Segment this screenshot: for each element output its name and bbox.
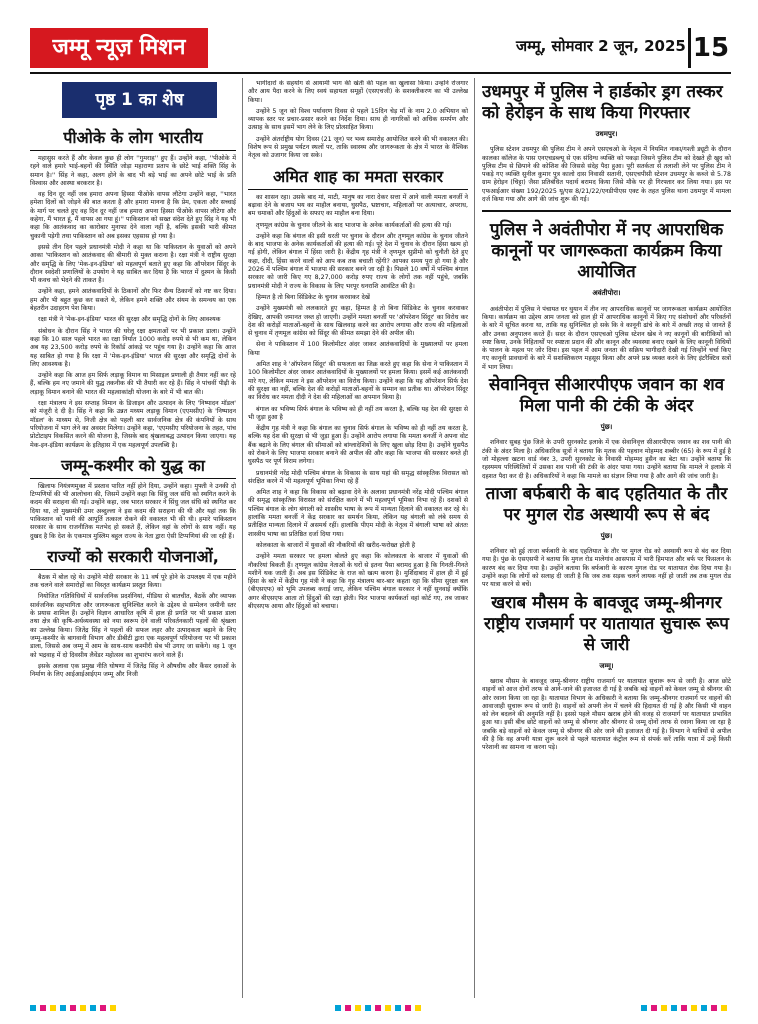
paragraph: भागीदारों के सहयोग से आयामी भाग की खेती की पहल का खुलासा किया। उन्होंने रोजगार और आय पैदा करने के लिए स्वयं सहायता समूहों (एसएचजी) के सशक्तीकरण का भी उल्लेख किया। <box>248 80 468 104</box>
paragraph: खिलाफ नियंत्रणमुक्त में प्रस्ताव पारित नहीं होने दिया, उन्होंने कहा। मुफ्ती ने उनकी दो टिप्पणियों की भी आलोचना की, जिसमें उन्होंने कहा कि सिंधु जल संधि को स्थगित करने के कदम की सराहना की गई। उन्होंने कहा, जब भारत सरकार ने सिंधु जल संधि को स्थगित कर दिया था, तो मुख्यमंत्री उमर अब्दुल्ला ने इस कदम की सराहना की थी और यहां तक कि पाकिस्तान को पानी की आपूर्ति तत्काल रोकने की वकालत भी की थी। हमारे पाकिस्तान सरकार के साथ राजनीतिक मतभेद हो सकते हैं, लेकिन वहां के लोगों के साथ नहीं। यह दुखद है कि देश के एकमात्र मुस्लिम बहुल राज्य के नेता द्वारा ऐसी टिप्पणियां की जा रही हैं। <box>30 482 236 540</box>
column-1 <box>30 122 236 1002</box>
paragraph: उन्होंने अंतर्राष्ट्रीय योग दिवस (21 जून) पर भव्य समारोह आयोजित करने की भी वकालत की। विशेष रूप से प्रमुख पर्यटन स्थलों पर, ताकि स्वास्थ्य और जागरूकता के क्षेत्र में भारत के वैश्विक नेतृत्व को उजागर किया जा सके। <box>248 135 468 160</box>
paragraph: शनिवार सुबह पुंछ जिले के उपरी सुरनकोट इलाके में एक सेवानिवृत्त सीआरपीएफ जवान का शव पानी की टंकी के अंदर मिला है। अधिकारिक सूत्रों ने बताया कि मृतक की पहचान मोहम्मद शब्बीर (65) के रूप में हुई है जो मोहल्ला खटना वार्ड नंबर 3, उपरी सुरनकोट के निवासी मोहम्मद हुसैन का बेटा था। उन्होंने बताया कि रहस्यमय परिस्थितियों में उसका शव पानी की टंकी के अंदर पाया गया। उन्होंने बताया कि मामले ने इलाके में दहशत पैदा कर दी है। अधिकारियों ने कहा कि मामले का संज्ञान लिया गया है और आगे की जांच जारी है। <box>482 439 731 480</box>
paragraph: महासुस करते हैं और केवल कुछ ही लोग ''गुमराह'' हुए हैं। उन्होंने कहा, ''पीओके में रहने वाले हमारे भाई-बहनों की स्थिति जोड़ा महाराणा प्रताप के छोटे भाई शक्ति सिंह के समान है।'' सिंह ने कहा, अलग होने के बाद भी बड़े भाई का अपने छोटे भाई के प्रति विश्वास और आस्था बरकरार है। <box>30 155 236 187</box>
paragraph: उन्होंने ममता सरकार पर हमला बोलते हुए कहा कि कोलकाता के बाजार में युवाओं की नौकरियां बिकती हैं। तृणमूल कांग्रेस नेताओं के घरों से इतना पैसा बरामद हुआ है कि गिनती-गिनते मशीनें थक जाती हैं। अब इस सिंडिकेट के राज को खत्म करना है। मुर्शिदाबाद में हाल ही में हुई हिंसा के बारे में केंद्रीय गृह मंत्री ने कहा कि गृह मंत्रालय बार-बार कहता रहा कि सीमा सुरक्षा बल (बीएसएफ) को भूमि उपलब्ध कराई जाए, लेकिन पश्चिम बंगाल सरकार ने नहीं सुनवाई क्योंकि अगर बीएसएफ आता तो हिंदुओं की रक्षा होती। फिर भाजपा कार्यकर्ता वहां कोर्ट गए, तब जाकर बीएसएफ आया और हिंदुओं को बचाया। <box>248 553 468 611</box>
paragraph: कोलकाता के बाजारों में युवाओं की नौकरियों की खरीद-फरोख्त होती है <box>256 541 416 549</box>
paragraph: अमित शाह ने 'ऑपरेशन सिंदूर' की सफलता का जिक्र करते हुए कहा कि सेना ने पाकिस्तान में 100 किलोमीटर अंदर जाकर आतंकवादियों के मुख्यालयों पर हमला किया। इसमें कई आतंकवादी मारे गए, लेकिन ममता ने इस ऑपरेशन का विरोध किया। उन्होंने कहा कि यह ऑपरेशन सिर्फ देश की सुरक्षा का नहीं, बल्कि देश की करोड़ों माताओं-बहनों के सम्मान का प्रतीक था। ऑपरेशन सिंदूर का विरोध कर ममता दीदी ने देश की महिलाओं का अपमान किया है। <box>248 361 468 402</box>
article-headline: खराब मौसम के बावजूद जम्मू-श्रीनगर राष्ट्रीय राजमार्ग पर यातायात सुचारू रूप से जारी <box>484 592 729 655</box>
headline: पीओके के लोग भारतीय <box>30 128 236 151</box>
article-separator <box>482 210 731 212</box>
header-rule <box>30 72 731 74</box>
footer-strip <box>30 1005 731 1011</box>
paragraph: उन्होंने कहा कि आज हम सिर्फ लड़ाकू विमान या मिसाइल प्रणाली ही तैयार नहीं कर रहे हैं, बल्कि हम नए जमाने की युद्ध तकनीक की भी तैयारी कर रहे हैं। सिंह ने पांचवीं पीढ़ी के लड़ाकू विमान बनाने की भारत की महत्वाकांक्षी योजना के बारे में भी बात की। <box>30 372 236 396</box>
paragraph: उन्होंने 5 जून को विश्व पर्यावरण दिवस से पहले 15दिन चेड़ माँ के नाम 2.0 अभियान को व्यापक स्तर पर प्रचार-प्रसार करने का निर्देश दिया। साथ ही नागरिकों को अधिक समर्पण और उत्साह के साथ इसमें भाग लेने के लिए प्रोत्साहित किया। <box>248 107 468 132</box>
paragraph: उन्होंने मुख्यमंत्री को ललकारते हुए कहा, हिम्मत है तो बिना सिंडिकेट के चुनाव करवाकर देखिए, आपकी जमानत जब्त हो जाएगी। उन्होंने ममता बनर्जी पर 'ऑपरेशन सिंदूर' का विरोध कर देश की करोड़ों माताओं-बहनों के साथ खिलवाड़ करने का आरोप लगाया और राज्य की महिलाओं से चुनाव में तृणमूल कांग्रेस को सिंदूर की कीमत समझा देने की अपील की। <box>248 305 468 338</box>
paragraph: अमित शाह ने कहा कि विकास को बढ़ावा देने के अलावा प्रधानमंत्री नरेंद्र मोदी पश्चिम बंगाल की समृद्ध सांस्कृतिक विरासत को संरक्षित करने में भी महत्वपूर्ण भूमिका निभा रहे हैं। दशकों से पश्चिम बंगाल के लोग बंगाली को शास्त्रीय भाषा के रूप में मान्यता दिलाने की वकालत कर रहे थे। हालांकि ममता बनर्जी ने केंद्र सरकार का समर्थन किया, लेकिन यह बंगाली को लंबे समय से प्रतीक्षित मान्यता दिलाने में असमर्थ रहीं। हालांकि पीएम मोदी के नेतृत्व में बंगाली भाषा को अंततः शास्त्रीय भाषा का प्रतिष्ठित दर्जा दिया गया। <box>248 489 468 538</box>
paragraph: इसके अलावा एक प्रमुख नीति घोषणा में जितेंद्र सिंह ने औषधीय और कैंसर दवाओं के निर्माण के लिए आईआईआईएम जम्मू और निजी <box>30 662 236 679</box>
dateline: जम्मू, सोमवार 2 जून, 2025 <box>516 37 686 55</box>
column-3 <box>482 82 731 1002</box>
column-rule <box>474 78 475 998</box>
paragraph: खराब मौसम के बावजूद जम्मू-श्रीनगर राष्ट्रीय राजमार्ग पर यातायात सुचारू रूप से जारी है। आज छोटे वाहनों को आज दोनों तरफ से आने-जाने की इजाजत दी गई है जबकि बड़े वाहनों को केवल जम्मू से श्रीनगर की ओर रवाना किया जा रहा है। यातायात विभाग के अधिकारी ने बताया कि जम्मू-श्रीनगर राजमार्ग पर वाहनों की आवाजाही सुचारू रूप से जारी है। वाहनों को अपनी लेन में चलने की हिदायत दी गई है और किसी भी वाहन को लेन बदलने की अनुमति नहीं है। इससे पहले मौसम खराब होने की वजह से राजमार्ग पर यातायात प्रभावित हुआ था। इसी बीच छोटे वाहनों को जम्मू से श्रीनगर और श्रीनगर से जम्मू दोनों तरफ से रवाना किया जा रहा है जबकि बड़े वाहनों को केवल जम्मू से श्रीनगर की ओर जाने की इजाजत दी गई है। विभाग ने यात्रियों से अपील की है कि वह अपनी यात्रा शुरू करने से पहले यातायात कंट्रोल रूम से संपर्क करें ताकि यात्रा में उन्हें किसी परेशानी का सामना ना करना पड़े। <box>482 677 731 752</box>
article-headline: सेवानिवृत्त सीआरपीएफ जवान का शव मिला पानी की टंकी के अंदर <box>488 375 725 417</box>
paragraph: हिम्मत है तो बिना सिंडिकेट के चुनाव करवाकर देखें <box>256 293 370 301</box>
paragraph: का शासन रहा। उसके बाद मां, माटी, मानुष का नारा देकर सत्ता में आने वाली ममता बनर्जी ने बढ़ावा देने के बजाय भय का माहौल बनाया, घुसपैठ, भ्रष्टाचार, महिलाओं पर अत्याचार, अपराध, बम धमाकों और हिंदुओं के सफाए का माहौल बना दिया। <box>248 193 468 218</box>
masthead <box>30 28 731 68</box>
article-headline: उधमपुर में पुलिस ने हार्डकोर ड्रग तस्कर को हेरोइन के साथ किया गिरफ्तार <box>482 82 723 123</box>
article-dateline: पुंछ। <box>600 531 613 540</box>
article-dateline: जम्मू। <box>599 661 614 670</box>
paragraph: इससे तीन दिन पहले प्रधानमंत्री मोदी ने कहा था कि पाकिस्तान के युवाओं को अपने आका 'पाकिस्तान को आतंकवाद की बीमारी से मुक्त कराना है। रक्षा मंत्री ने राष्ट्रीय सुरक्षा और समृद्धि के लिए 'मेक-इन-इंडिया' को महत्वपूर्ण बताते हुए कहा कि ऑपरेशन सिंदूर के दौरान स्वदेशी प्रणालियों के उपयोग ने यह साबित कर दिया है कि भारत में दुश्मन के किसी भी कवच को भेदने की ताकत है। <box>30 243 236 285</box>
paragraph: केंद्रीय गृह मंत्री ने कहा कि बंगाल का चुनाव सिर्फ बंगाल के भविष्य को ही नहीं तय करता है, बल्कि यह देश की सुरक्षा से भी जुड़ा हुआ है। उन्होंने आरोप लगाया कि ममता बनर्जी ने अपना वोट बैंक बढ़ाने के लिए बंगाल की सीमाओं को बांग्लादेशियों के लिए खुला छोड़ दिया है। उन्होंने घुसपैठ को रोकने के लिए भाजपा सरकार बनाने की अपील की और कहा कि भाजपा की सरकार बनते ही घुसपैठ पर पूर्ण विराम लगेगा। <box>248 425 468 466</box>
paragraph: रक्षा मंत्रालय ने इस सप्ताह विमान के डिजाइन और उत्पादन के लिए 'निष्पादन मॉडल' को मंजूरी दे दी है। सिंह ने कहा कि उन्नत मध्यम लड़ाकू विमान (एएमसीए) के 'निष्पादन मॉडल' के माध्यम से, निजी क्षेत्र को पहली बार सार्वजनिक क्षेत्र की कंपनियों के साथ परियोजना में भाग लेने का अवसर मिलेगा। उन्होंने कहा, 'एएमसीए परियोजना के तहत, पांच प्रोटोटाइप विकसित करने की योजना है, जिसके बाद श्रृंखलाबद्ध उत्पादन किया जाएगा। यह मेक-इन-इंडिया कार्यक्रम के इतिहास में एक महत्वपूर्ण उपलब्धि है। <box>30 400 236 449</box>
paragraph: शनिवार को हुई ताजा बर्फबारी के बाद एहतियात के तौर पर मुगल रोड को अस्थायी रूप से बंद कर दिया गया है। पुंछ के एसएसपी ने बताया कि मुगल रोड मालेगांव आसपास में भारी हिमपात और बर्फ पर फिसलन के कारण बंद कर दिया गया है। उन्होंने बताया कि बर्फबारी के कारण मुगल रोड पर यातायात रोक दिया गया है। उन्होंने कहा कि लोगों को सलाह दी जाती है कि जब तक सड़क चलने लायक नहीं हो जाती तब तक मुगल रोड पर यात्रा करने से बचें। <box>482 548 731 589</box>
headline: जम्मू-कश्मीर को युद्ध का <box>30 456 236 479</box>
column-rule <box>242 78 243 998</box>
color-registration-marks <box>30 1005 120 1011</box>
paragraph: पुलिस स्टेशन उधमपुर की पुलिस टीम ने अपने एसएचओ के नेतृत्व में नियमित नाका/गश्ती ड्यूटी के दौरान कालका कॉलेज के पास एनएचडब्ल्यू से एक संदिग्ध व्यक्ति को पकड़ा जिसने पुलिस टीम को देखते ही खुद को पुलिस टीम से छिपाने की कोशिश की जिससे संदेह पैदा हुआ। पूरी सतर्कता से तलाशी लेने पर पुलिस टीम ने पकड़े गए व्यक्ति सुनील कुमार पुत्र कालो दास निवासी सतानी, एसएचपीसी स्टेशन उधमपुर के कब्जे से 5.78 ग्राम हेरोइन (चिट्टा) जैसा प्रतिबंधित पदार्थ बरामद किया जिसे मौके पर ही गिरफ्तार कर लिया गया। इस पर एफआईआर संख्या 192/2025 यू/एस 8/21/22/एनडीपीएस एक्ट के तहत पुलिस थाना उधमपुर में मामला दर्ज किया गया और आगे की जांच शुरू की गई। <box>482 146 731 204</box>
color-registration-marks <box>641 1005 731 1011</box>
article-headline: ताजा बर्फबारी के बाद एहतियात के तौर पर मुगल रोड अस्थायी रूप से बंद <box>485 483 728 525</box>
article-dateline: अवंतीपोरा। <box>592 289 621 298</box>
paragraph: अवंतीपोरा में पुलिस ने पंचायत घर थुयान में तीन नए आपराधिक कानूनों पर जागरूकता कार्यक्रम आयोजित किया। कार्यक्रम का उद्देश्य आम जनता को हाल ही में आपराधिक कानूनों में किए गए संशोधनों और परिवर्तनों के बारे में सूचित करना था, ताकि यह सुनिश्चित हो सके कि वे कानूनी ढांचे के बारे में अच्छी तरह से जानते हैं और उनका अनुपालन करते हैं। सदर के दौरान एसएचओ पुलिस स्टेशन खेब ने नए कानूनों की बारीकियों को स्पष्ट किया, उनके निहितार्थों पर स्पष्टता प्रदान की और कानून और व्यवस्था बनाए रखने के लिए कानूनी विधियों के पालन के महत्व पर जोर दिया। इस पहल में आम जनता की सक्रिय भागीदारी देखी गई जिन्होंने चर्चा किए गए कानूनी प्रावधानों के बारे में सशक्तिकरण महसूस किया और अपने प्रश्न व्यक्त करने के लिए इंटरैक्टिव सत्रों में भाग लिया। <box>482 305 731 371</box>
newspaper-logo: जम्मू न्यूज़ मिशन <box>30 28 208 68</box>
paragraph: नियोजित गतिविधियों में सार्वजनिक प्रदर्शनियां, मीडिया से बातचीत, बैठकें और व्यापक सार्वजनिक सहभागिता और जागरूकता सुनिश्चित करने के उद्देश्य से सम्मेलन जमीनी स्तर के प्रयास शामिल हैं। उन्होंने विज्ञान आधारित कृषि में हाल ही प्रगति पर भी प्रकाश डाला तथा क्षेत्र की कृषि-अर्थव्यवस्था को नया स्वरूप देने वाली परिवर्तनकारी पहलों की श्रृंखला का उल्लेख किया। जितेंद्र सिंह ने पहलों की सफल लहर और उत्पादकता बढ़ाने के लिए जम्मू-कश्मीर के बागवानी विभाग और डीबीटी द्वारा एक महत्वपूर्ण परियोजना पर भी प्रकाश डाला, जिससे अब जम्मू में आम के साथ-साथ कश्मीरी सेब भी उगाए जा सकेंगे। वह 1 जून को भद्रवाह में दो दिवसीय लैवेंडर महोत्सव का शुभारंभ करने वाले हैं। <box>30 593 236 659</box>
article-dateline: पुंछ। <box>600 423 613 432</box>
page-number: 15 <box>688 28 731 68</box>
paragraph: वह दिन दूर नहीं जब हमारा अपना हिस्सा पीओके वापस लौटेगा उन्होंने कहा, ''भारत हमेशा दिलों को जोड़ने की बात करता है और हमारा मानना है कि प्रेम, एकता और सच्चाई के मार्ग पर चलते हुए वह दिन दूर नहीं जब हमारा अपना हिस्सा पीओके वापस लौटेगा और कहेगा, मैं भारत हूं, मैं वापस आ गया हूं।'' पाकिस्तान को सख्त संदेश देते हुए सिंह ने यह भी कहा कि आतंकवाद का कारोबार मुनाफा देने वाला नहीं है, बल्कि इसकी भारी कीमत चुकानी पड़ेगी तथा पाकिस्तान को अब इसका एहसास हो गया है। <box>30 191 236 240</box>
paragraph: रक्षा मंत्री ने 'मेक-इन-इंडिया' भारत की सुरक्षा और समृद्धि दोनों के लिए आवश्यक <box>38 316 221 324</box>
paragraph: बैठक में बोल रहे थे। उन्होंने मोदी सरकार के 11 वर्ष पूरे होने के उपलक्ष्य में एक महीने तक चलने वाले समारोहों का विस्तृत कार्यक्रम प्रस्तुत किया। <box>30 573 236 590</box>
section-title: पृष्ठ 1 का शेष <box>62 82 217 118</box>
color-registration-marks <box>335 1005 425 1011</box>
paragraph: तृणमूल कांग्रेस के चुनाव जीतने के बाद भाजपा के अनेक कार्यकर्ताओं की हत्या की गई। <box>256 221 452 229</box>
paragraph: बंगाल का भविष्य सिर्फ बंगाल के भविष्य को ही नहीं तय करता है, बल्कि यह देश की सुरक्षा से भी जुड़ा हुआ है <box>248 405 468 421</box>
paragraph: सेना ने पाकिस्तान में 100 किलोमीटर अंदर जाकर आतंकवादियों के मुख्यालयों पर हमला किया <box>248 341 468 357</box>
paragraph: उन्होंने कहा, हमने आतंकवादियों के ठिकानों और फिर सैन्य ठिकानों को नष्ट कर दिया। हम और भी बहुत कुछ कर सकते थे, लेकिन हमने शक्ति और संयम के समन्वय का एक बेहतरीन उदाहरण पेश किया। <box>30 288 236 313</box>
paragraph: प्रधानमंत्री नरेंद्र मोदी पश्चिम बंगाल के विकास के साथ यहां की समृद्ध सांस्कृतिक विरासत को संरक्षित करने में भी महत्वपूर्ण भूमिका निभा रहे हैं <box>248 469 468 485</box>
column-2 <box>248 80 468 1002</box>
paragraph: संबोधन के दौरान सिंह ने भारत की घरेलू रक्षा क्षमताओं पर भी प्रकाश डाला। उन्होंने कहा कि 10 साल पहले भारत का रक्षा निर्यात 1000 करोड़ रुपये से भी कम था, लेकिन अब यह 23,500 करोड़ रुपये के रिकॉर्ड आंकड़े पर पहुंच गया है। उन्होंने कहा कि आज यह साबित हो गया है कि रक्षा में 'मेक-इन-इंडिया' भारत की सुरक्षा और समृद्धि दोनों के लिए आवश्यक है। <box>30 327 236 368</box>
article-dateline: उधमपुर। <box>595 130 618 138</box>
headline: राज्यों को सरकारी योजनाओं, <box>30 547 236 570</box>
headline: अमित शाह का ममता सरकार <box>248 167 468 190</box>
article-headline: पुलिस ने अवंतीपोरा में नए आपराधिक कानूनों पर जागरूकता कार्यक्रम किया आयोजित <box>489 220 724 283</box>
paragraph: उन्होंने कहा कि बंगाल की इसी धरती पर चुनाव के दौरान और तृणमूल कांग्रेस के चुनाव जीतने के बाद भाजपा के अनेक कार्यकर्ताओं की हत्या की गई। पूरे देश में चुनाव के दौरान हिंसा खत्म हो गई होगी, लेकिन बंगाल में हिंसा जारी है। केंद्रीय गृह मंत्री ने तृणमूल सुप्रीमो को चुनौती देते हुए कहा, दीदी, हिंसा करने वालों को आप कब तक बचाती रहेंगी? आपका समय पूरा हो गया है और 2026 में पश्चिम बंगाल में भाजपा की सरकार बनने जा रही है। पिछले 10 वर्षों में पश्चिम बंगाल सरकार को जारी किए गए 8,27,000 करोड़ रुपए राज्य के लोगों तक नहीं पहुंचे, जबकि प्रधानमंत्री मोदी ने राज्य के विकास के लिए भरपूर धनराशि आवंटित की है। <box>248 232 468 290</box>
